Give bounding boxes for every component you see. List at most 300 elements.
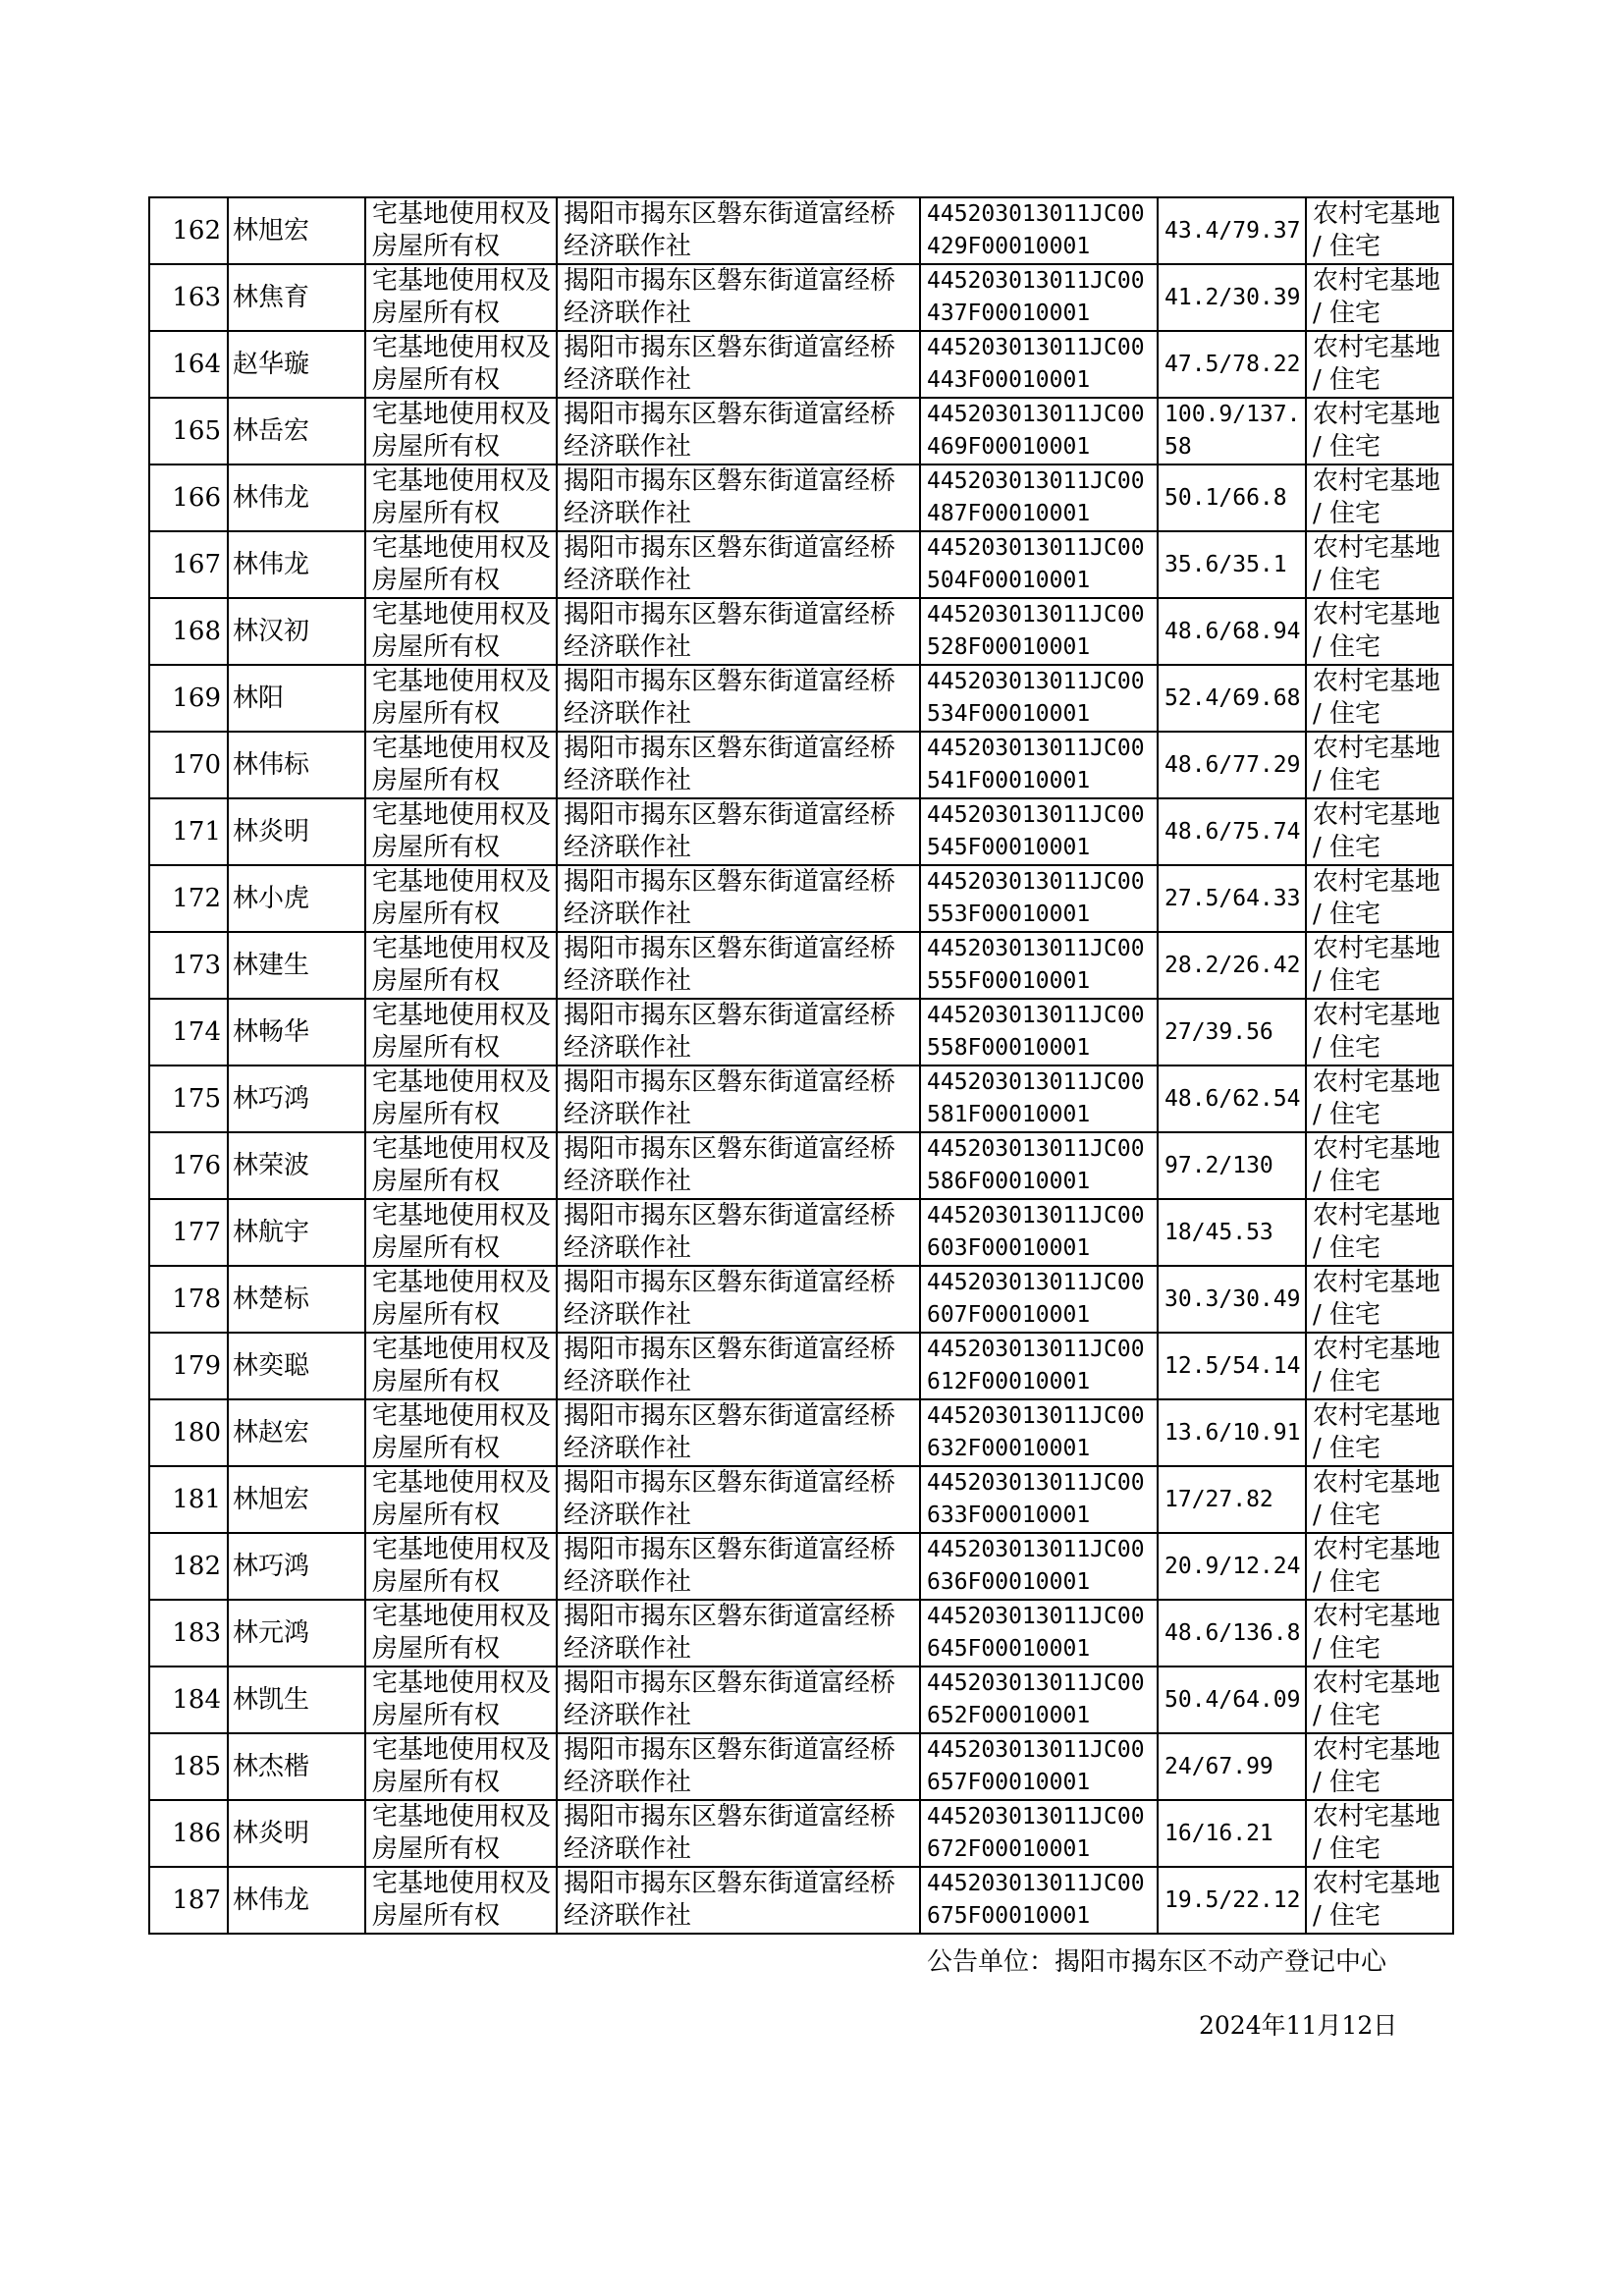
right-type: 宅基地使用权及房屋所有权 (372, 1869, 552, 1931)
owner-name: 林奕聪 (233, 1350, 310, 1381)
right-type-cell (365, 999, 557, 1066)
right-type: 宅基地使用权及房屋所有权 (372, 800, 552, 862)
usage: 农村宅基地 / 住宅 (1313, 734, 1441, 795)
unit-code: 445203013011JC00504F00010001 (927, 535, 1145, 593)
land-owner: 揭阳市揭东区磐东街道富经桥经济联作社 (564, 1535, 896, 1597)
table-row (149, 1466, 1453, 1533)
row-number: 170 (172, 749, 221, 780)
row-number-cell (149, 732, 228, 798)
row-number-cell (149, 331, 228, 398)
owner-name: 林巧鸿 (233, 1083, 310, 1114)
row-number: 184 (172, 1684, 221, 1715)
right-type-cell (365, 865, 557, 932)
table-row (149, 464, 1453, 531)
row-number: 179 (172, 1350, 221, 1381)
area-cell (1158, 1132, 1306, 1199)
row-number: 168 (172, 616, 221, 646)
row-number: 175 (172, 1083, 221, 1114)
right-type-cell (365, 665, 557, 732)
right-type: 宅基地使用权及房屋所有权 (372, 533, 552, 595)
unit-code: 445203013011JC00675F00010001 (927, 1871, 1145, 1929)
land-owner-cell (557, 398, 920, 464)
unit-code: 445203013011JC00586F00010001 (927, 1136, 1145, 1194)
right-type-cell (365, 732, 557, 798)
table-row (149, 264, 1453, 331)
unit-code-cell (920, 1132, 1158, 1199)
land-owner: 揭阳市揭东区磐东街道富经桥经济联作社 (564, 934, 896, 996)
land-owner-cell (557, 999, 920, 1066)
area-cell (1158, 1800, 1306, 1867)
usage-cell (1306, 1066, 1453, 1132)
right-type: 宅基地使用权及房屋所有权 (372, 1668, 552, 1730)
right-type: 宅基地使用权及房屋所有权 (372, 934, 552, 996)
unit-code-cell (920, 1333, 1158, 1399)
land-owner-cell (557, 1800, 920, 1867)
land-owner: 揭阳市揭东区磐东街道富经桥经济联作社 (564, 400, 896, 462)
unit-code-cell (920, 197, 1158, 264)
table-row (149, 732, 1453, 798)
owner-name: 林伟龙 (233, 1885, 310, 1915)
row-number: 176 (172, 1150, 221, 1180)
usage-cell (1306, 1667, 1453, 1733)
right-type: 宅基地使用权及房屋所有权 (372, 734, 552, 795)
row-number: 164 (172, 349, 221, 379)
right-type: 宅基地使用权及房屋所有权 (372, 1067, 552, 1129)
usage-cell (1306, 531, 1453, 598)
usage: 农村宅基地 / 住宅 (1313, 1001, 1441, 1063)
land-owner: 揭阳市揭东区磐东街道富经桥经济联作社 (564, 1268, 896, 1330)
row-number-cell (149, 1066, 228, 1132)
unit-code-cell (920, 1199, 1158, 1266)
row-number-cell (149, 999, 228, 1066)
usage-cell (1306, 665, 1453, 732)
owner-name-cell (228, 1667, 365, 1733)
area: 16/16.21 (1164, 1820, 1273, 1846)
unit-code: 445203013011JC00636F00010001 (927, 1537, 1145, 1595)
right-type: 宅基地使用权及房屋所有权 (372, 1535, 552, 1597)
land-owner-cell (557, 531, 920, 598)
owner-name: 林赵宏 (233, 1417, 310, 1448)
right-type: 宅基地使用权及房屋所有权 (372, 199, 552, 261)
usage-cell (1306, 264, 1453, 331)
right-type: 宅基地使用权及房屋所有权 (372, 1735, 552, 1797)
area: 24/67.99 (1164, 1753, 1273, 1779)
land-owner-cell (557, 932, 920, 999)
unit-code-cell (920, 598, 1158, 665)
land-owner: 揭阳市揭东区磐东街道富经桥经济联作社 (564, 734, 896, 795)
area-cell (1158, 999, 1306, 1066)
row-number: 173 (172, 950, 221, 980)
right-type: 宅基地使用权及房屋所有权 (372, 1001, 552, 1063)
area-cell (1158, 1533, 1306, 1600)
table-row (149, 1533, 1453, 1600)
table-row (149, 531, 1453, 598)
usage: 农村宅基地 / 住宅 (1313, 1869, 1441, 1931)
area-cell (1158, 932, 1306, 999)
usage: 农村宅基地 / 住宅 (1313, 199, 1441, 261)
unit-code: 445203013011JC00581F00010001 (927, 1069, 1145, 1127)
usage-cell (1306, 999, 1453, 1066)
unit-code: 445203013011JC00545F00010001 (927, 802, 1145, 860)
area-cell (1158, 732, 1306, 798)
owner-name: 林小虎 (233, 883, 310, 913)
usage-cell (1306, 1399, 1453, 1466)
usage-cell (1306, 1199, 1453, 1266)
usage: 农村宅基地 / 住宅 (1313, 1735, 1441, 1797)
table-row (149, 1800, 1453, 1867)
row-number-cell (149, 1800, 228, 1867)
unit-code-cell (920, 798, 1158, 865)
area-cell (1158, 798, 1306, 865)
table-row (149, 1667, 1453, 1733)
land-owner: 揭阳市揭东区磐东街道富经桥经济联作社 (564, 533, 896, 595)
unit-code: 445203013011JC00553F00010001 (927, 869, 1145, 927)
land-owner: 揭阳市揭东区磐东街道富经桥经济联作社 (564, 867, 896, 929)
area: 48.6/68.94 (1164, 618, 1301, 644)
area-cell (1158, 1867, 1306, 1934)
area: 48.6/75.74 (1164, 818, 1301, 845)
area-cell (1158, 1399, 1306, 1466)
usage-cell (1306, 331, 1453, 398)
owner-name: 林岳宏 (233, 415, 310, 446)
land-owner-cell (557, 197, 920, 264)
land-owner-cell (557, 598, 920, 665)
unit-code-cell (920, 1533, 1158, 1600)
unit-code: 445203013011JC00487F00010001 (927, 468, 1145, 526)
usage-cell (1306, 865, 1453, 932)
area-cell (1158, 398, 1306, 464)
land-owner: 揭阳市揭东区磐东街道富经桥经济联作社 (564, 1401, 896, 1463)
table-row (149, 398, 1453, 464)
row-number: 177 (172, 1217, 221, 1247)
land-owner: 揭阳市揭东区磐东街道富经桥经济联作社 (564, 1668, 896, 1730)
unit-code-cell (920, 732, 1158, 798)
land-owner-cell (557, 1266, 920, 1333)
row-number-cell (149, 1199, 228, 1266)
owner-name-cell (228, 932, 365, 999)
usage: 农村宅基地 / 住宅 (1313, 266, 1441, 328)
land-owner: 揭阳市揭东区磐东街道富经桥经济联作社 (564, 1468, 896, 1530)
owner-name-cell (228, 1600, 365, 1667)
unit-code-cell (920, 865, 1158, 932)
usage: 农村宅基地 / 住宅 (1313, 1535, 1441, 1597)
row-number: 174 (172, 1016, 221, 1047)
row-number-cell (149, 1733, 228, 1800)
row-number-cell (149, 1667, 228, 1733)
owner-name-cell (228, 1066, 365, 1132)
owner-name: 林畅华 (233, 1016, 310, 1047)
unit-code-cell (920, 665, 1158, 732)
area-cell (1158, 598, 1306, 665)
unit-code: 445203013011JC00633F00010001 (927, 1470, 1145, 1528)
usage-cell (1306, 398, 1453, 464)
row-number: 180 (172, 1417, 221, 1448)
unit-code-cell (920, 1466, 1158, 1533)
area-cell (1158, 464, 1306, 531)
owner-name: 林阳 (233, 683, 285, 713)
row-number: 181 (172, 1484, 221, 1514)
unit-code: 445203013011JC00443F00010001 (927, 335, 1145, 393)
unit-code: 445203013011JC00645F00010001 (927, 1604, 1145, 1662)
row-number: 185 (172, 1751, 221, 1781)
usage: 农村宅基地 / 住宅 (1313, 1401, 1441, 1463)
area: 52.4/69.68 (1164, 684, 1301, 711)
area: 20.9/12.24 (1164, 1553, 1301, 1579)
owner-name-cell (228, 398, 365, 464)
usage-cell (1306, 1600, 1453, 1667)
land-owner: 揭阳市揭东区磐东街道富经桥经济联作社 (564, 266, 896, 328)
area-cell (1158, 1199, 1306, 1266)
area: 43.4/79.37 (1164, 217, 1301, 244)
area-cell (1158, 665, 1306, 732)
table-row (149, 1132, 1453, 1199)
owner-name: 林焦育 (233, 282, 310, 312)
unit-code: 445203013011JC00607F00010001 (927, 1270, 1145, 1328)
land-owner: 揭阳市揭东区磐东街道富经桥经济联作社 (564, 1335, 896, 1396)
usage-cell (1306, 598, 1453, 665)
row-number-cell (149, 1399, 228, 1466)
owner-name-cell (228, 732, 365, 798)
area: 27.5/64.33 (1164, 885, 1301, 911)
owner-name-cell (228, 464, 365, 531)
land-owner-cell (557, 1466, 920, 1533)
unit-code: 445203013011JC00437F00010001 (927, 268, 1145, 326)
table-body (149, 197, 1453, 1934)
row-number: 172 (172, 883, 221, 913)
right-type: 宅基地使用权及房屋所有权 (372, 1268, 552, 1330)
land-owner-cell (557, 1667, 920, 1733)
right-type-cell (365, 1199, 557, 1266)
owner-name: 林建生 (233, 950, 310, 980)
usage: 农村宅基地 / 住宅 (1313, 1602, 1441, 1664)
area: 18/45.53 (1164, 1219, 1273, 1245)
row-number: 166 (172, 482, 221, 513)
land-owner: 揭阳市揭东区磐东街道富经桥经济联作社 (564, 667, 896, 729)
table-row (149, 197, 1453, 264)
owner-name: 林巧鸿 (233, 1551, 310, 1581)
area-cell (1158, 197, 1306, 264)
right-type: 宅基地使用权及房屋所有权 (372, 667, 552, 729)
row-number-cell (149, 197, 228, 264)
row-number-cell (149, 464, 228, 531)
usage: 农村宅基地 / 住宅 (1313, 1134, 1441, 1196)
owner-name: 林旭宏 (233, 1484, 310, 1514)
right-type: 宅基地使用权及房屋所有权 (372, 400, 552, 462)
unit-code: 445203013011JC00603F00010001 (927, 1203, 1145, 1261)
unit-code: 445203013011JC00632F00010001 (927, 1403, 1145, 1461)
table-row (149, 1266, 1453, 1333)
right-type: 宅基地使用权及房屋所有权 (372, 266, 552, 328)
area: 13.6/10.91 (1164, 1419, 1301, 1446)
row-number: 183 (172, 1617, 221, 1648)
owner-name: 赵华璇 (233, 349, 310, 379)
area-cell (1158, 1266, 1306, 1333)
area-cell (1158, 1466, 1306, 1533)
right-type-cell (365, 331, 557, 398)
land-owner-cell (557, 1132, 920, 1199)
land-owner: 揭阳市揭东区磐东街道富经桥经济联作社 (564, 600, 896, 662)
area-cell (1158, 1667, 1306, 1733)
usage-cell (1306, 1333, 1453, 1399)
unit-code: 445203013011JC00555F00010001 (927, 936, 1145, 994)
area-cell (1158, 1333, 1306, 1399)
table-row (149, 1399, 1453, 1466)
area: 50.4/64.09 (1164, 1686, 1301, 1713)
unit-code-cell (920, 1667, 1158, 1733)
right-type: 宅基地使用权及房屋所有权 (372, 867, 552, 929)
right-type-cell (365, 1667, 557, 1733)
right-type-cell (365, 798, 557, 865)
owner-name: 林航宇 (233, 1217, 310, 1247)
land-owner-cell (557, 1199, 920, 1266)
land-owner-cell (557, 865, 920, 932)
usage-cell (1306, 732, 1453, 798)
usage-cell (1306, 932, 1453, 999)
usage: 农村宅基地 / 住宅 (1313, 934, 1441, 996)
land-owner: 揭阳市揭东区磐东街道富经桥经济联作社 (564, 1802, 896, 1864)
area-cell (1158, 865, 1306, 932)
area: 19.5/22.12 (1164, 1886, 1301, 1913)
area: 48.6/62.54 (1164, 1085, 1301, 1112)
usage: 农村宅基地 / 住宅 (1313, 800, 1441, 862)
unit-code-cell (920, 531, 1158, 598)
usage-cell (1306, 1132, 1453, 1199)
owner-name: 林旭宏 (233, 215, 310, 246)
land-owner-cell (557, 665, 920, 732)
usage: 农村宅基地 / 住宅 (1313, 533, 1441, 595)
land-owner-cell (557, 1533, 920, 1600)
usage-cell (1306, 1867, 1453, 1934)
row-number-cell (149, 264, 228, 331)
usage: 农村宅基地 / 住宅 (1313, 1335, 1441, 1396)
land-owner-cell (557, 264, 920, 331)
right-type-cell (365, 1399, 557, 1466)
row-number-cell (149, 1867, 228, 1934)
usage: 农村宅基地 / 住宅 (1313, 1268, 1441, 1330)
owner-name-cell (228, 1333, 365, 1399)
land-owner-cell (557, 1333, 920, 1399)
unit-code-cell (920, 1800, 1158, 1867)
right-type-cell (365, 1533, 557, 1600)
unit-code-cell (920, 1867, 1158, 1934)
right-type-cell (365, 1466, 557, 1533)
unit-code-cell (920, 932, 1158, 999)
table-row (149, 1600, 1453, 1667)
unit-code-cell (920, 398, 1158, 464)
row-number: 169 (172, 683, 221, 713)
unit-code-cell (920, 1266, 1158, 1333)
usage: 农村宅基地 / 住宅 (1313, 1802, 1441, 1864)
usage-cell (1306, 1266, 1453, 1333)
right-type-cell (365, 464, 557, 531)
area-cell (1158, 1066, 1306, 1132)
land-owner-cell (557, 1867, 920, 1934)
table-row (149, 932, 1453, 999)
land-owner: 揭阳市揭东区磐东街道富经桥经济联作社 (564, 1735, 896, 1797)
table-row (149, 665, 1453, 732)
owner-name: 林凯生 (233, 1684, 310, 1715)
area: 41.2/30.39 (1164, 284, 1301, 310)
usage-cell (1306, 1733, 1453, 1800)
unit-code-cell (920, 464, 1158, 531)
owner-name-cell (228, 1533, 365, 1600)
unit-code-cell (920, 331, 1158, 398)
unit-code: 445203013011JC00558F00010001 (927, 1003, 1145, 1061)
owner-name-cell (228, 1867, 365, 1934)
area-cell (1158, 331, 1306, 398)
row-number-cell (149, 932, 228, 999)
right-type-cell (365, 264, 557, 331)
right-type-cell (365, 398, 557, 464)
owner-name-cell (228, 1466, 365, 1533)
row-number-cell (149, 1266, 228, 1333)
land-owner-cell (557, 798, 920, 865)
owner-name-cell (228, 999, 365, 1066)
right-type-cell (365, 1066, 557, 1132)
usage: 农村宅基地 / 住宅 (1313, 333, 1441, 395)
land-owner: 揭阳市揭东区磐东街道富经桥经济联作社 (564, 333, 896, 395)
usage-cell (1306, 1533, 1453, 1600)
usage: 农村宅基地 / 住宅 (1313, 1067, 1441, 1129)
right-type-cell (365, 1132, 557, 1199)
usage: 农村宅基地 / 住宅 (1313, 667, 1441, 729)
right-type-cell (365, 1266, 557, 1333)
land-owner: 揭阳市揭东区磐东街道富经桥经济联作社 (564, 1602, 896, 1664)
right-type-cell (365, 531, 557, 598)
right-type-cell (365, 598, 557, 665)
unit-code: 445203013011JC00528F00010001 (927, 602, 1145, 660)
row-number-cell (149, 665, 228, 732)
row-number-cell (149, 398, 228, 464)
right-type-cell (365, 1333, 557, 1399)
owner-name: 林伟标 (233, 749, 310, 780)
right-type-cell (365, 1867, 557, 1934)
unit-code-cell (920, 999, 1158, 1066)
usage-cell (1306, 464, 1453, 531)
usage: 农村宅基地 / 住宅 (1313, 400, 1441, 462)
usage: 农村宅基地 / 住宅 (1313, 1668, 1441, 1730)
unit-code: 445203013011JC00672F00010001 (927, 1804, 1145, 1862)
usage: 农村宅基地 / 住宅 (1313, 1201, 1441, 1263)
land-owner-cell (557, 331, 920, 398)
area: 27/39.56 (1164, 1018, 1273, 1045)
row-number: 167 (172, 549, 221, 579)
row-number-cell (149, 865, 228, 932)
row-number: 182 (172, 1551, 221, 1581)
owner-name-cell (228, 798, 365, 865)
unit-code: 445203013011JC00429F00010001 (927, 201, 1145, 259)
right-type: 宅基地使用权及房屋所有权 (372, 466, 552, 528)
land-owner-cell (557, 464, 920, 531)
owner-name-cell (228, 1199, 365, 1266)
usage-cell (1306, 1800, 1453, 1867)
owner-name-cell (228, 1800, 365, 1867)
table-row (149, 1333, 1453, 1399)
right-type-cell (365, 197, 557, 264)
area: 50.1/66.8 (1164, 484, 1287, 511)
land-owner: 揭阳市揭东区磐东街道富经桥经济联作社 (564, 1134, 896, 1196)
table-row (149, 865, 1453, 932)
right-type-cell (365, 1733, 557, 1800)
owner-name-cell (228, 531, 365, 598)
row-number-cell (149, 1600, 228, 1667)
unit-code: 445203013011JC00469F00010001 (927, 402, 1145, 460)
usage: 农村宅基地 / 住宅 (1313, 466, 1441, 528)
table-row (149, 1867, 1453, 1934)
area-cell (1158, 264, 1306, 331)
land-owner-cell (557, 1066, 920, 1132)
table-row (149, 999, 1453, 1066)
